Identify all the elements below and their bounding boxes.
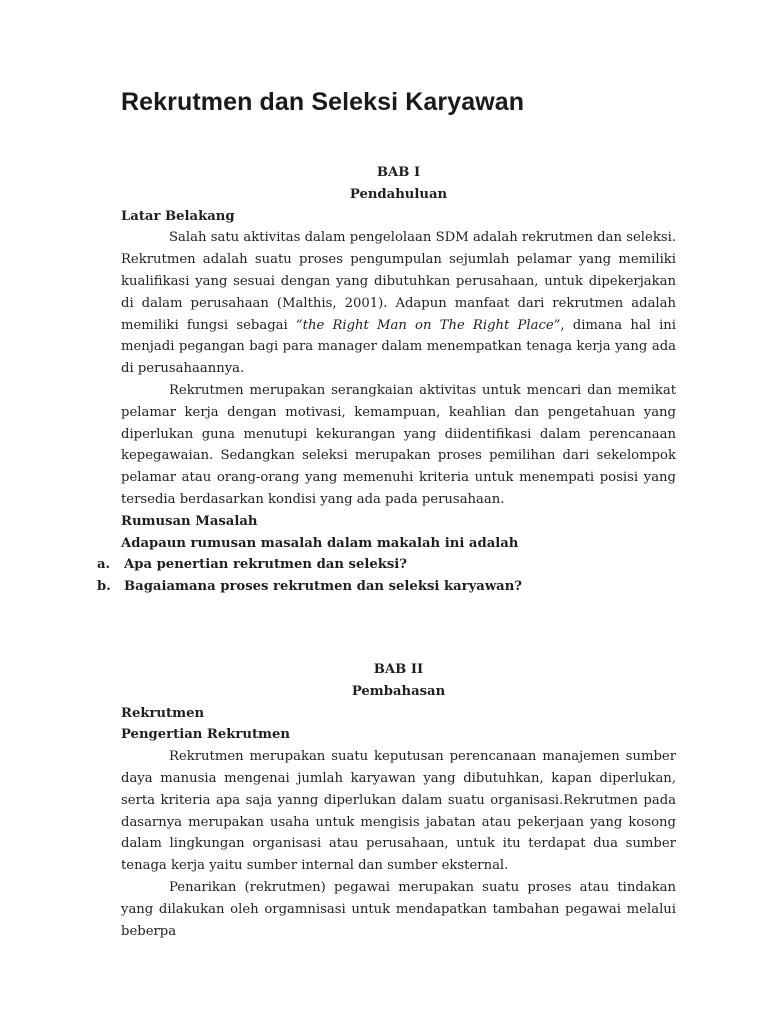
- bab2-section: [121, 659, 676, 942]
- list-item: [97, 576, 676, 598]
- latar-belakang-heading: Latar Belakang: [121, 208, 235, 224]
- document-title: Rekrutmen dan Seleksi Karyawan: [121, 88, 525, 116]
- bab2-subtitle: Pembahasan: [351, 683, 446, 699]
- rumusan-intro: Adapaun rumusan masalah dalam makalah ini adalah: [121, 535, 519, 551]
- para1-text-b: , dimana hal ini menjadi pegangan bagi para manager dalam menempatkan tenaga kerja yang ada di perusahaannya.: [121, 317, 677, 377]
- pengertian-rekrutmen-heading: Pengertian Rekrutmen: [121, 727, 290, 743]
- bab1-paragraph-2: Rekrutmen merupakan serangkaian aktivitas untuk mencari dan memikat pelamar kerja dengan motivasi, kemampuan, keahlian dan pengetahuan yang diperlukan guna menutupi kekurangan yang diidentifikasi dalam perencanaan kepegawaian. Sedangkan seleksi merupakan proses pemilihan dari sekelompok pelamar atau orang-orang yang memenuhi kriteria untuk menempati posisi yang tersedia berdasarkan kondisi yang ada pada perusahaan.: [121, 382, 676, 507]
- list-marker: b.: [97, 579, 111, 595]
- list-item-text: Apa penertian rekrutmen dan seleksi?: [124, 557, 408, 573]
- question-list: [97, 554, 676, 598]
- bab2-label: BAB II: [373, 662, 424, 677]
- bab1-paragraph-1: [121, 227, 676, 380]
- rumusan-masalah-heading: Rumusan Masalah: [121, 513, 258, 529]
- bab2-paragraph-1: Rekrutmen merupakan suatu keputusan perencanaan manajemen sumber daya manusia mengenai jumlah karyawan yang dibutuhkan, kapan diperlukan, serta kriteria apa saja yanng diperlukan dalam suatu organisasi.Rekrutmen pada dasarnya merupakan usaha untuk mengisis jabatan atau pekerjaan yang kosong dalam lingkungan organisasi atau perusahaan, untuk itu terdapat dua sumber tenaga kerja yaitu sumber internal dan sumber eksternal.: [121, 749, 676, 874]
- list-item-text: Bagaiamana proses rekrutmen dan seleksi karyawan?: [124, 579, 523, 595]
- para1-text-a: Salah satu aktivitas dalam pengelolaan SDM adalah rekrutmen dan seleksi. Rekrutmen adalah suatu proses pengumpulan sejumlah pelamar yang memiliki kualifikasi yang sesuai dengan yang dibutuhkan perusahaan, untuk dipekerjakan di dalam perusahaan (Malthis, 2001). Adapun manfaat dari rekrutmen adalah memiliki fungsi sebagai: [121, 230, 676, 333]
- bab1-label: BAB I: [376, 165, 421, 180]
- para1-quote: “the Right Man on The Right Place”: [295, 317, 561, 333]
- bab1-section: [97, 162, 677, 598]
- rekrutmen-heading: Rekrutmen: [121, 705, 205, 721]
- bab1-subtitle: Pendahuluan: [349, 186, 448, 202]
- bab2-paragraph-2: Penarikan (rekrutmen) pegawai merupakan suatu proses atau tindakan yang dilakukan oleh orgamnisasi untuk mendapatkan tambahan pegawai melalui beberpa: [121, 879, 676, 939]
- list-item: [97, 554, 676, 576]
- list-marker: a.: [97, 557, 111, 573]
